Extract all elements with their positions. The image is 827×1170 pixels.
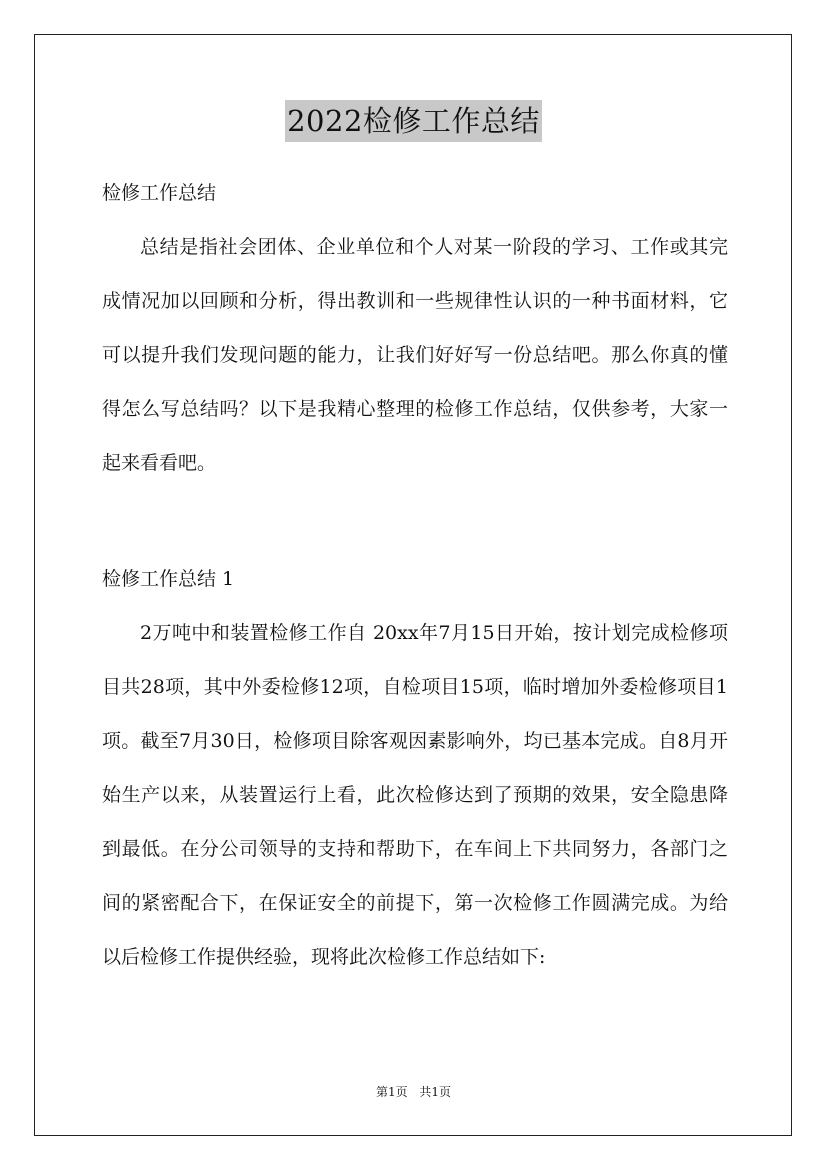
section-paragraph: 总结是指社会团体、企业单位和个人对某一阶段的学习、工作或其完成情况加以回顾和分析，得出教训和一些规律性认识的一种书面材料，它可以提升我们发现问题的能力，让我们好好写一份总结吧。那么你真的懂得怎么写总结吗？以下是我精心整理的检修工作总结，仅供参考，大家一起来看看吧。 [102, 236, 728, 474]
section-heading: 检修工作总结 [102, 182, 217, 204]
title-container [0, 100, 827, 142]
total-pages: 共1页 [419, 1085, 452, 1099]
page-number: 第1页 [375, 1085, 408, 1099]
document-title: 2022检修工作总结 [285, 100, 542, 142]
section-paragraph: 2万吨中和装置检修工作自 20xx年7月15日开始，按计划完成检修项目共28项，其中外委检修12项，自检项目15项，临时增加外委检修项目1项。截至7月30日，检修项目除客观因素影响外，均已基本完成。自8月开始生产以来，从装置运行上看，此次检修达到了预期的效果，安全隐患降到最低。在分公司领导的支持和帮助下，在车间上下共同努力，各部门之间的紧密配合下，在保证安全的前提下，第一次检修工作圆满完成。为给以后检修工作提供经验，现将此次检修工作总结如下: [102, 622, 728, 968]
page-footer [0, 1083, 827, 1100]
document-body [102, 173, 728, 984]
section-heading: 检修工作总结 1 [102, 568, 235, 590]
